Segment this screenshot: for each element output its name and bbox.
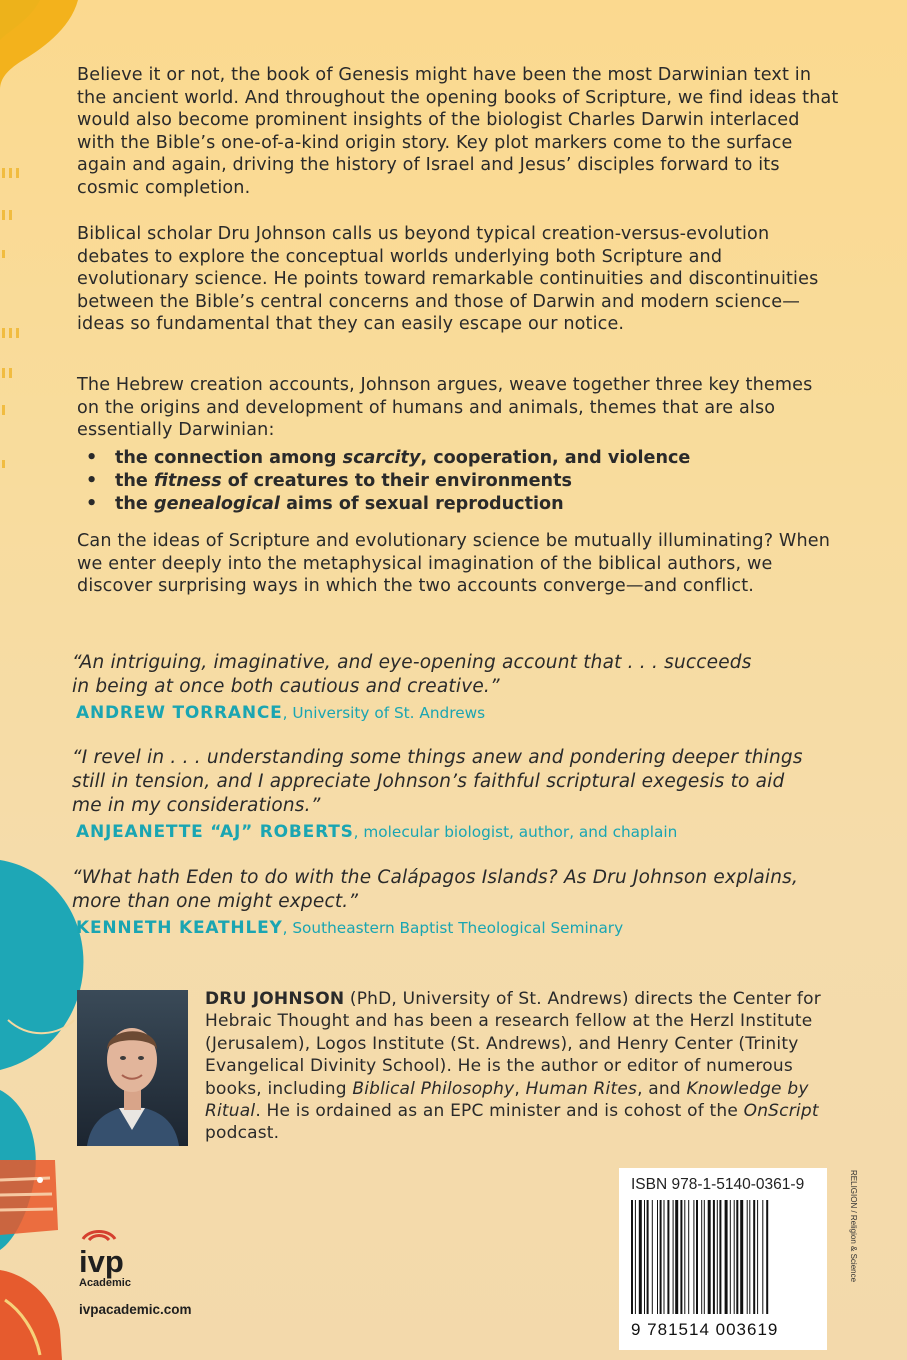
endorsement-attribution: ANJEANETTE “AJ” ROBERTS, molecular biologist, author, and chaplain (76, 822, 678, 842)
signal-arcs-icon (79, 1223, 119, 1241)
isbn-text: ISBN 978-1-5140-0361-9 (631, 1176, 805, 1193)
list-item: • the fitness of creatures to their environments (77, 470, 839, 493)
endorsement-3 (72, 866, 852, 938)
author-name: DRU JOHNSON (205, 989, 345, 1009)
list-item: • the connection among scarcity, cooperation, and violence (77, 447, 839, 470)
endorsement-attribution: ANDREW TORRANCE, University of St. Andrews (76, 703, 486, 723)
endorsement-1 (72, 651, 852, 723)
publisher-logo-sub: Academic (79, 1277, 131, 1289)
barcode-number: 9 781514 003619 (631, 1320, 779, 1339)
author-photo (77, 990, 188, 1146)
publisher-url: ivpacademic.com (79, 1302, 192, 1317)
isbn-barcode (619, 1168, 827, 1350)
themes-list (77, 447, 839, 516)
description-paragraph-3: The Hebrew creation accounts, Johnson argues, weave together three key themes on the origins and development of humans and animals, themes that are also essentially Darwinian: (77, 375, 813, 441)
endorsement-2 (72, 746, 852, 842)
endorsement-text: “What hath Eden to do with the Calápagos Islands? As Dru Johnson explains, more than one might expect.” (72, 867, 799, 912)
publisher-logo (79, 1223, 131, 1289)
barcode-bars (631, 1200, 817, 1314)
publisher-logo-text: ivp (79, 1244, 124, 1279)
description-paragraph-1: Believe it or not, the book of Genesis might have been the most Darwinian text in the ancient world. And throughout the opening books of Scripture, we find ideas that would also become prominent insights of the biologist Charles Darwin interlaced with the Bible’s one-of-a-kind origin story. Key plot markers come to the surface again and again, driving the history of Israel and Jesus’ disciples forward to its cosmic completion. (77, 65, 839, 198)
author-bio: DRU JOHNSON (PhD, University of St. Andrews) directs the Center for Hebraic Thought and has been a research fellow at the Herzl Institute (Jerusalem), Logos Institute (St. Andrews), and Henry Center (Trinity Evangelical Divinity School). He is the author or editor of numerous books, including Biblical Philosophy, Human Rites, and Knowledge by Ritual. He is ordained as an EPC minister and is cohost of the OnScript podcast. (205, 989, 821, 1144)
description-paragraph-4: Can the ideas of Scripture and evolutionary science be mutually illuminating? When we enter deeply into the metaphysical imagination of the biblical authors, we discover surprising ways in which the two accounts converge—and conflict. (77, 531, 831, 597)
endorsement-text: “I revel in . . . understanding some things anew and pondering deeper things still in tension, and I appreciate Johnson’s faithful scriptural exegesis to aid me in my considerations.” (72, 747, 803, 816)
description-paragraph-2: Biblical scholar Dru Johnson calls us beyond typical creation-versus-evolution debates to explore the conceptual worlds underlying both Scripture and evolutionary science. He points toward remarkable continuities and discontinuities between the Bible’s central concerns and those of Darwin and modern science—ideas so fundamental that they can easily escape our notice. (77, 224, 819, 335)
endorsement-attribution: KENNETH KEATHLEY, Southeastern Baptist Theological Seminary (76, 918, 624, 938)
category-label: RELIGION / Religion & Science (849, 1170, 858, 1283)
list-item: • the genealogical aims of sexual reproduction (77, 493, 839, 516)
endorsement-text: “An intriguing, imaginative, and eye-opening account that . . . succeeds in being at once both cautious and creative.” (72, 652, 752, 697)
